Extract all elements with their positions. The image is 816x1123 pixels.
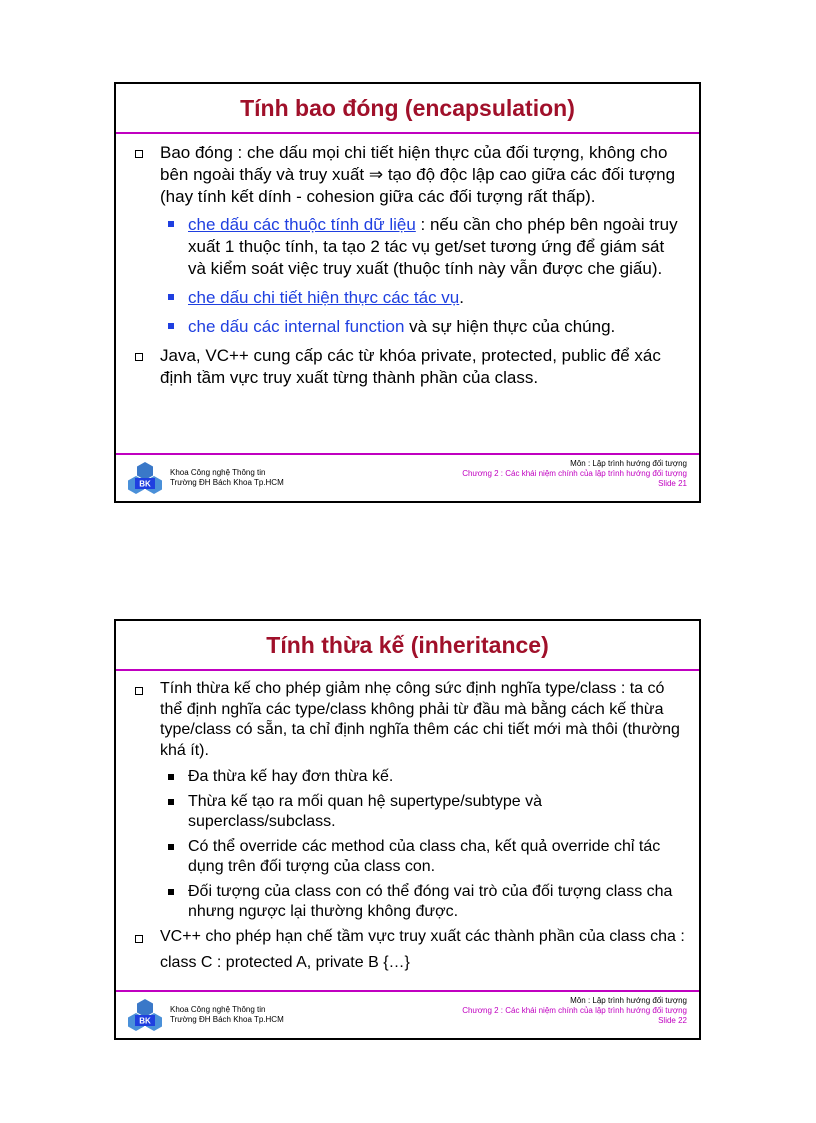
svg-text:BK: BK [139, 479, 151, 489]
sub-bullet-text: Đối tượng của class con có thể đóng vai trò của đối tượng class cha nhưng ngược lại thường không được. [188, 882, 673, 920]
sub-bullet-text: Có thể override các method của class cha, kết quả override chỉ tác dụng trên đối tượng của class con. [188, 837, 661, 875]
slide-footer [116, 453, 699, 501]
code-line: class C : protected A, private B {…} [160, 954, 410, 971]
chapter-name: Chương 2 : Các khái niệm chính của lập trình hướng đối tượng [462, 1006, 687, 1015]
slide-21 [114, 82, 701, 503]
footer-course-info [462, 459, 687, 489]
bullet-text: Bao đóng : che dấu mọi chi tiết hiện thực của đối tượng, không cho bên ngoài thấy và truy xuất ⇒ tạo độ độc lập cao giữa các đối tượng (hay tính kết dính - cohesion giữa các đối tượng rất thấp). [160, 143, 676, 206]
footer-course-info [462, 996, 687, 1026]
hollow-square-bullet-icon [135, 687, 143, 695]
square-bullet-icon [168, 799, 174, 805]
slide-number: Slide 22 [658, 1016, 687, 1025]
bullet-item [130, 679, 685, 761]
bullet-item [130, 345, 685, 389]
footer-institution [170, 468, 284, 488]
sub-bullet-highlight: che dấu các internal function [188, 317, 405, 336]
slide-title: Tính bao đóng (encapsulation) [240, 94, 575, 121]
slide-title-bar [116, 84, 699, 134]
hollow-square-bullet-icon [135, 150, 143, 158]
square-bullet-icon [168, 844, 174, 850]
sub-bullet-highlight: che dấu chi tiết hiện thực các tác vụ [188, 288, 460, 307]
course-name: Môn : Lập trình hướng đối tượng [570, 996, 687, 1005]
faculty-name: Khoa Công nghệ Thông tin [170, 468, 266, 477]
university-name: Trường ĐH Bách Khoa Tp.HCM [170, 1015, 284, 1024]
sub-bullet-text: và sự hiện thực của chúng. [404, 317, 616, 336]
square-bullet-icon [168, 774, 174, 780]
bullet-text: Tính thừa kế cho phép giảm nhẹ công sức định nghĩa type/class : ta có thể định nghĩa các type/class không phải từ đầu mà bằng cách kế thừa type/class có sẵn, ta chỉ định nghĩa thêm các chi tiết mới mà thôi (thường khá ít). [160, 680, 680, 759]
slide-title-bar [116, 621, 699, 671]
bk-logo-icon [126, 998, 164, 1032]
footer-institution [170, 1005, 284, 1025]
slide-22 [114, 619, 701, 1040]
slide-title: Tính thừa kế (inheritance) [266, 631, 549, 658]
sub-bullet-text: . [459, 288, 464, 307]
bullet-text: VC++ cho phép hạn chế tầm vực truy xuất các thành phần của class cha : [160, 927, 685, 945]
sub-bullet-item [130, 882, 685, 923]
chapter-name: Chương 2 : Các khái niệm chính của lập trình hướng đối tượng [462, 469, 687, 478]
sub-bullet-item [130, 767, 685, 788]
course-name: Môn : Lập trình hướng đối tượng [570, 459, 687, 468]
sub-bullet-item [130, 316, 685, 338]
sub-bullet-item [130, 287, 685, 309]
svg-text:BK: BK [139, 1016, 151, 1026]
sub-bullet-text: : nếu cần cho phép bên ngoài truy xuất 1 thuộc tính, ta tạo 2 tác vụ get/set tương ứng để giám sát và kiểm soát việc truy xuất (thuộc tính này vẫn được che giấu). [188, 215, 678, 278]
faculty-name: Khoa Công nghệ Thông tin [170, 1005, 266, 1014]
bullet-item [130, 142, 685, 208]
bullet-text: Java, VC++ cung cấp các từ khóa private, protected, public để xác định tầm vực truy xuất từng thành phần của class. [160, 346, 661, 387]
hollow-square-bullet-icon [135, 353, 143, 361]
sub-bullet-text: Thừa kế tạo ra mối quan hệ supertype/subtype và superclass/subclass. [188, 792, 543, 830]
slide-number: Slide 21 [658, 479, 687, 488]
sub-bullet-item [130, 837, 685, 878]
slide-footer [116, 990, 699, 1038]
sub-bullet-text: Đa thừa kế hay đơn thừa kế. [188, 768, 394, 785]
sub-bullet-item [130, 214, 685, 280]
slide-body [130, 679, 685, 974]
bk-logo-icon [126, 461, 164, 495]
slide-body [130, 142, 685, 395]
hollow-square-bullet-icon [135, 935, 143, 943]
square-bullet-icon [168, 294, 174, 300]
sub-bullet-item [130, 792, 685, 833]
square-bullet-icon [168, 323, 174, 329]
bullet-item [130, 927, 685, 948]
university-name: Trường ĐH Bách Khoa Tp.HCM [170, 478, 284, 487]
sub-bullet-highlight: che dấu các thuộc tính dữ liệu [188, 215, 416, 234]
square-bullet-icon [168, 889, 174, 895]
square-bullet-icon [168, 221, 174, 227]
